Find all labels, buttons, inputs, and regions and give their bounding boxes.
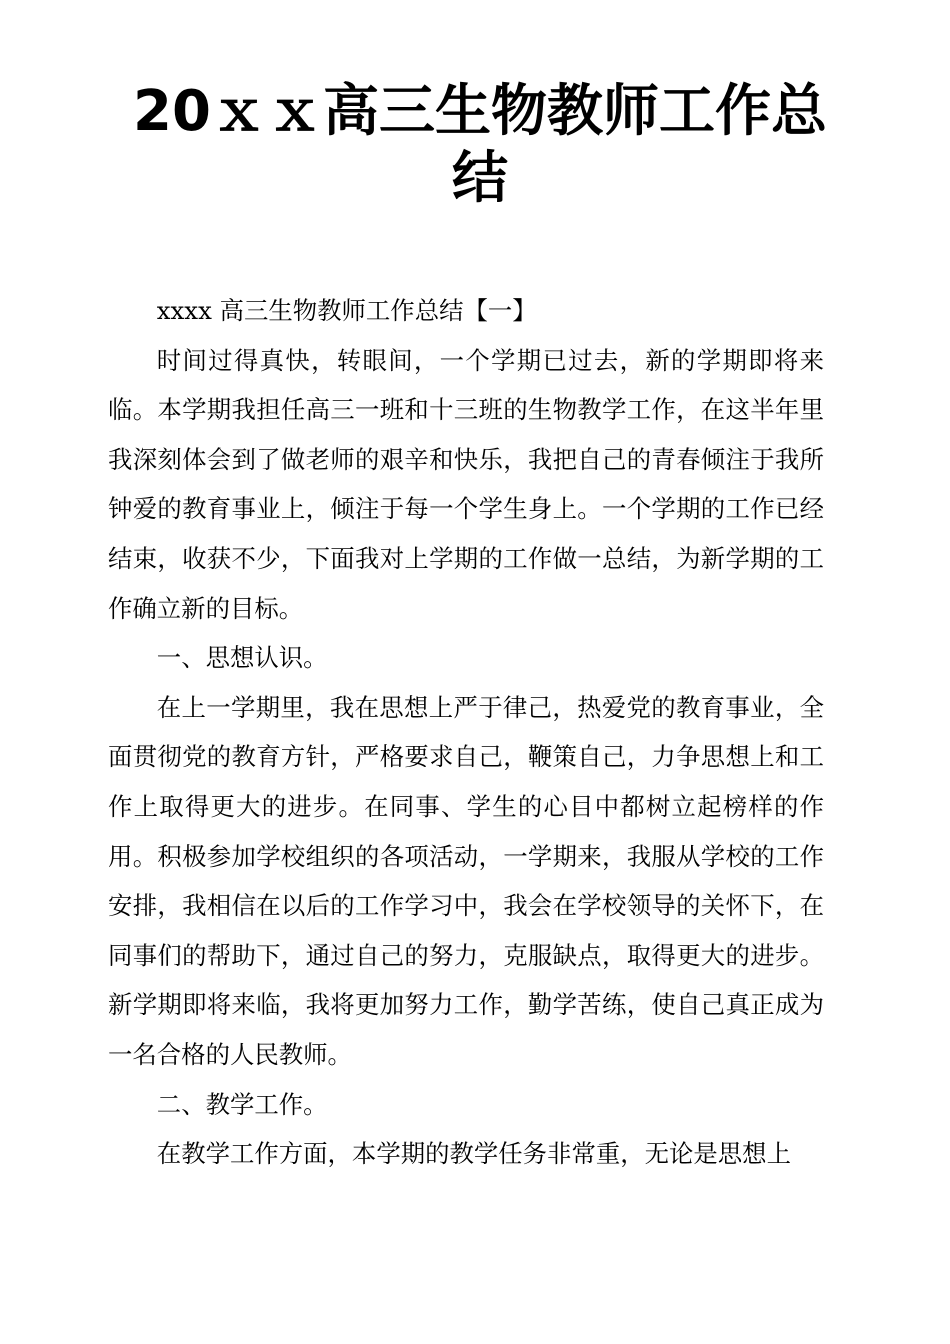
section-heading: 二、教学工作。 <box>156 1089 328 1119</box>
body-paragraph: 时间过得真快，转眼间，一个学期已过去，新的学期即将来临。本学期我担任高三一班和十三班的生物教学工作，在这半年里我深刻体会到了做老师的艰辛和快乐，我把自己的青春倾注于我所钟爱的教育事业上，倾注于每一个学生身上。一个学期的工作已经结束，收获不少，下面我对上学期的工作做一总结，为新学期的工作确立新的目标。 <box>108 345 824 623</box>
section-heading: xxxx 高三生物教师工作总结【一】 <box>156 296 537 325</box>
body-paragraph: 在教学工作方面，本学期的教学任务非常重，无论是思想上 <box>156 1139 791 1169</box>
document-body <box>108 286 824 1179</box>
body-paragraph: 在上一学期里，我在思想上严于律己，热爱党的教育事业，全面贯彻党的教育方针，严格要求自己，鞭策自己，力争思想上和工作上取得更大的进步。在同事、学生的心目中都树立起榜样的作用。积极参加学校组织的各项活动，一学期来，我服从学校的工作安排，我相信在以后的工作学习中，我会在学校领导的关怀下，在同事们的帮助下，通过自己的努力，克服缺点，取得更大的进步。新学期即将来临，我将更加努力工作，勤学苦练，使自己真正成为一名合格的人民教师。 <box>108 692 824 1069</box>
section-heading: 一、思想认识。 <box>156 643 328 673</box>
document-title: 20ｘｘ高三生物教师工作总结 <box>133 79 827 211</box>
